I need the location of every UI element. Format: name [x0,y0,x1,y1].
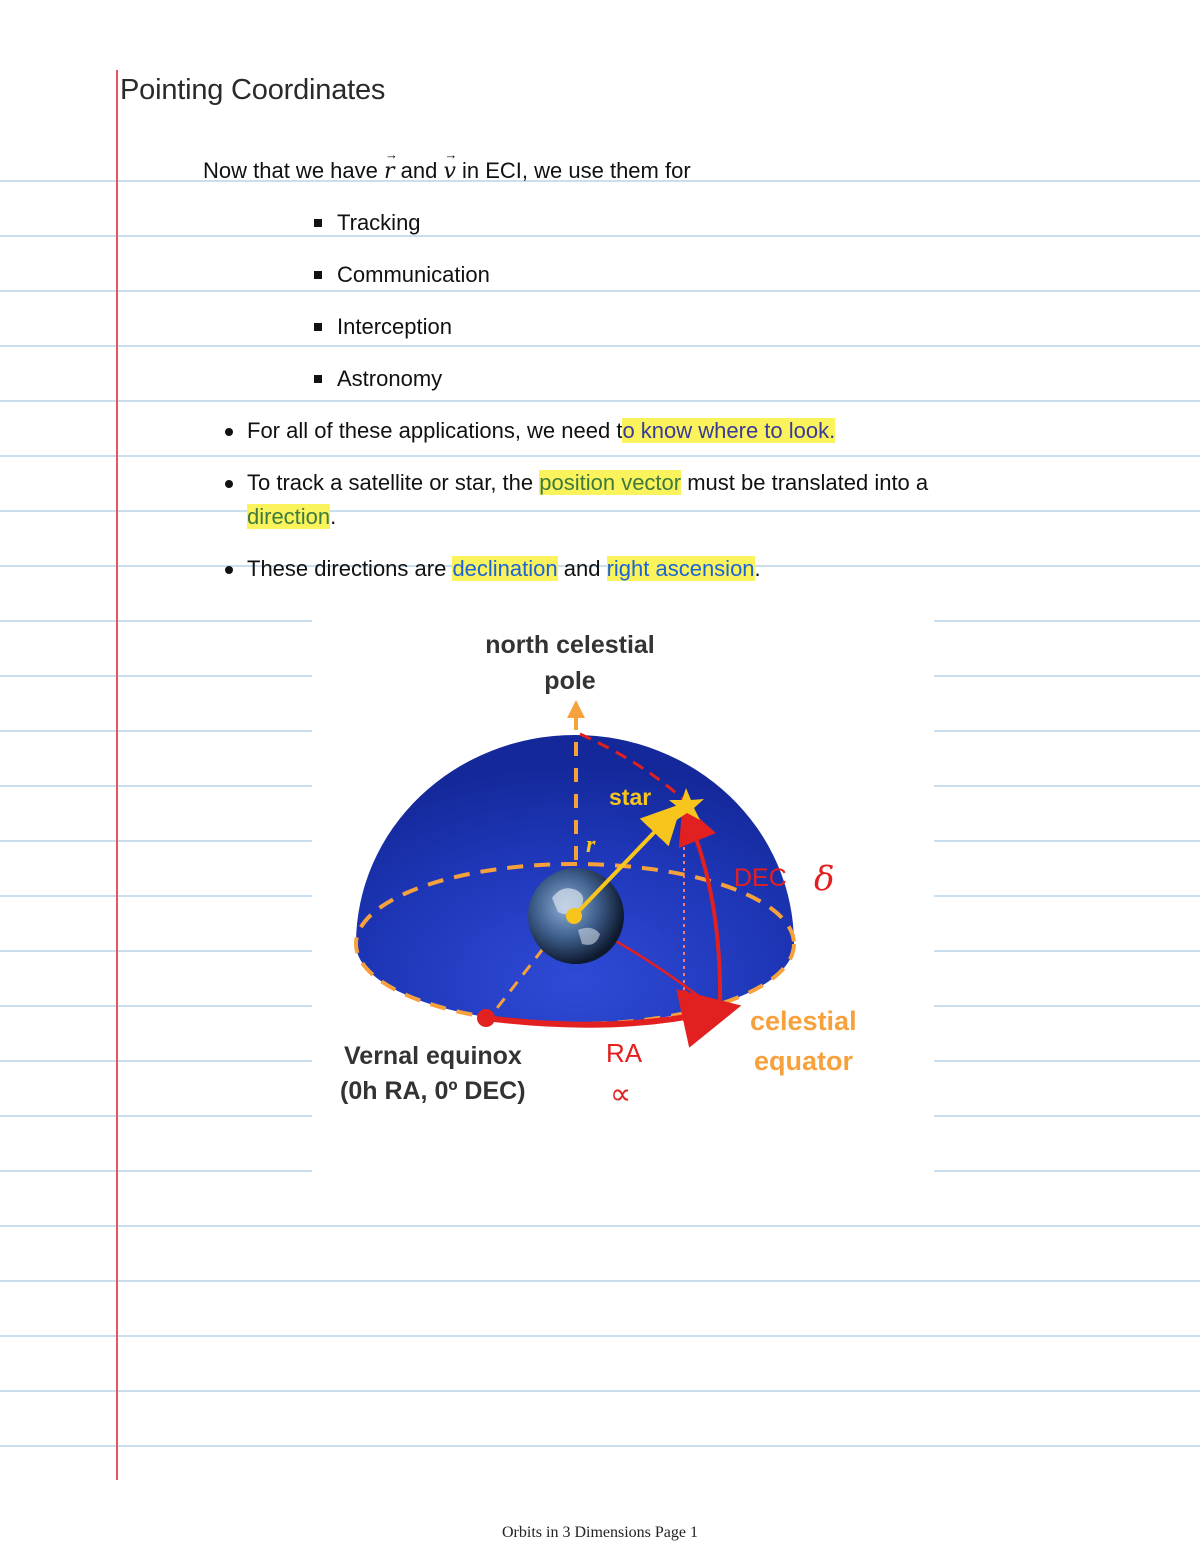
equator-label-1: celestial [750,1006,857,1036]
page-title: Pointing Coordinates [120,74,386,106]
intro-before: Now that we have [203,158,384,183]
highlight-right-ascension: right ascension [606,556,755,581]
dec-label: DEC [734,864,787,892]
margin-line [116,70,118,1480]
rule-line [0,1225,1200,1227]
rule-line [0,1335,1200,1337]
rule-line [0,290,1200,292]
r-vector-symbol: → r [383,147,398,184]
intro-line [203,147,691,184]
intro-after: in ECI, we use them for [455,158,691,183]
pole-label-2: pole [544,667,596,695]
v-vector-symbol: → v [443,147,458,184]
ra-label: RA [606,1038,643,1068]
page-footer: Orbits in 3 Dimensions Page 1 [502,1524,698,1541]
bullet-dot-icon [225,566,233,574]
equinox-label-2: (0h RA, 0º DEC) [340,1077,526,1105]
celestial-sphere-svg [312,612,934,1172]
bullet-applications: For all of these applications, we need to know where to look. [247,418,836,443]
highlight-direction: direction [247,504,331,529]
pole-label-1: north celestial [485,631,655,659]
highlight-declination: declination [452,556,558,581]
list-item: Tracking [337,210,421,235]
list-item: Communication [337,262,490,287]
rule-line [0,1390,1200,1392]
list-item: Astronomy [337,366,443,391]
r-label: r [586,832,596,858]
vernal-equinox-dot [477,1009,495,1027]
rule-line [0,400,1200,402]
alpha-symbol: ∝ [610,1077,632,1112]
bullet-track: To track a satellite or star, the position vector must be translated into a [247,470,929,495]
rule-line [0,1280,1200,1282]
celestial-sphere-diagram [312,612,934,1172]
list-item: Interception [337,314,452,339]
star-label: star [609,784,652,810]
bullet-directions: These directions are declination and right ascension. [247,556,761,581]
rule-line [0,455,1200,457]
equinox-label-1: Vernal equinox [344,1042,522,1070]
rule-line [0,235,1200,237]
highlight-position-vector: position vector [539,470,682,495]
highlight-know-where: o know where to look. [622,418,836,443]
square-bullet-icon [314,375,322,383]
intro-and: and [394,158,444,183]
square-bullet-icon [314,219,322,227]
square-bullet-icon [314,271,322,279]
rule-line [0,345,1200,347]
bullet-track-cont: direction. [247,504,337,529]
rule-line [0,1445,1200,1447]
delta-symbol: δ [814,859,835,899]
pole-arrow-icon [567,700,585,718]
bullet-dot-icon [225,480,233,488]
rule-line [0,510,1200,512]
equator-label-2: equator [754,1046,854,1076]
bullet-dot-icon [225,428,233,436]
square-bullet-icon [314,323,322,331]
